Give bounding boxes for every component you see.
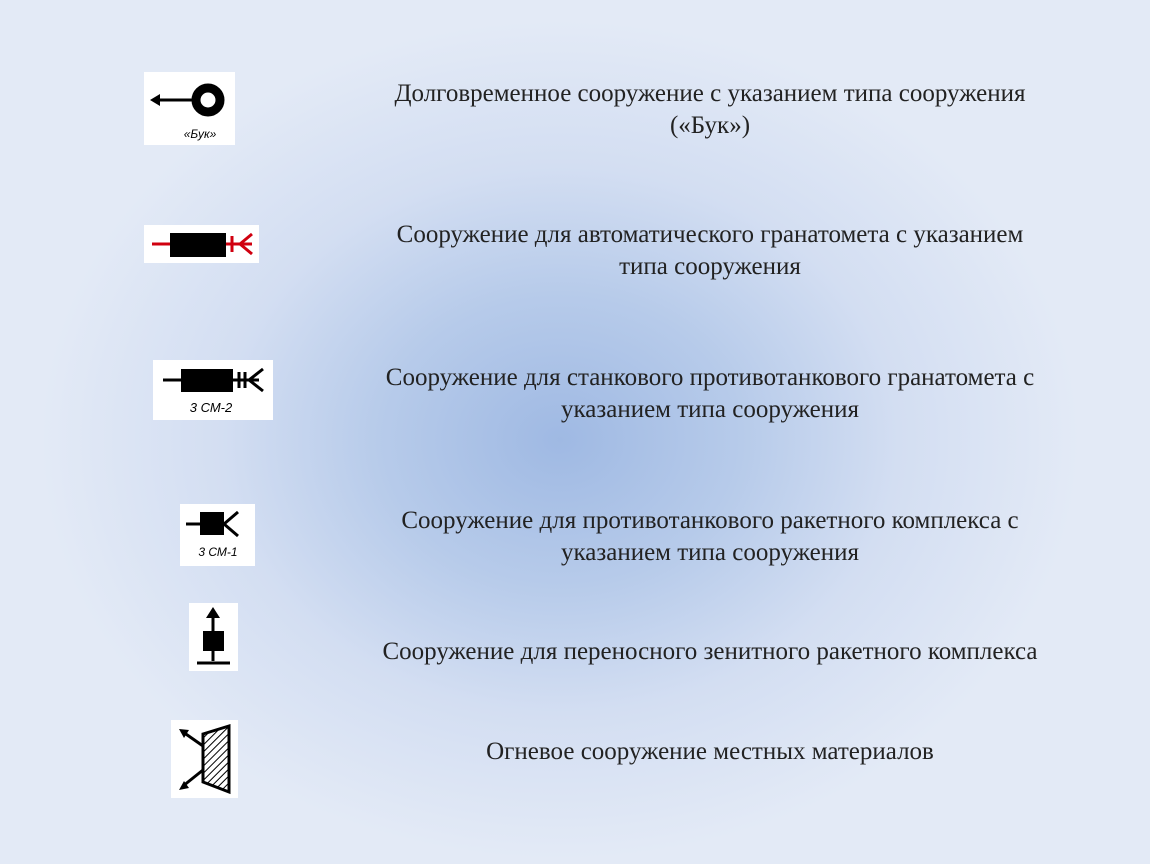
automatic-grenade-launcher-icon xyxy=(144,225,259,263)
long-term-structure-icon xyxy=(144,72,235,145)
manpads-structure-description: Сооружение для переносного зенитного ракетного комплекса xyxy=(382,638,1038,665)
mounted-antitank-type-label: 3 СМ-2 xyxy=(189,400,233,415)
antitank-missile-type-label: 3 СМ-1 xyxy=(198,545,238,559)
local-materials-firing-structure-icon xyxy=(171,720,238,798)
local-materials-firing-structure-description: Огневое сооружение местных материалов xyxy=(486,738,934,765)
long-term-structure-type-label: «Бук» xyxy=(183,127,217,141)
manpads-structure-icon xyxy=(189,603,238,671)
antitank-missile-complex-icon xyxy=(180,504,255,566)
mounted-antitank-grenade-launcher-icon xyxy=(153,360,273,420)
mounted-antitank-grenade-launcher-description: Сооружение для станкового противотанкового гранатомета с указанием типа сооружения xyxy=(385,364,1035,423)
long-term-structure-description: Долговременное сооружение с указанием типа сооружения («Бук») xyxy=(394,80,1026,139)
automatic-grenade-launcher-description: Сооружение для автоматического гранатомета с указанием типа сооружения xyxy=(396,221,1024,280)
antitank-missile-complex-description: Сооружение для противотанкового ракетного комплекса с указанием типа сооружения xyxy=(401,507,1019,566)
